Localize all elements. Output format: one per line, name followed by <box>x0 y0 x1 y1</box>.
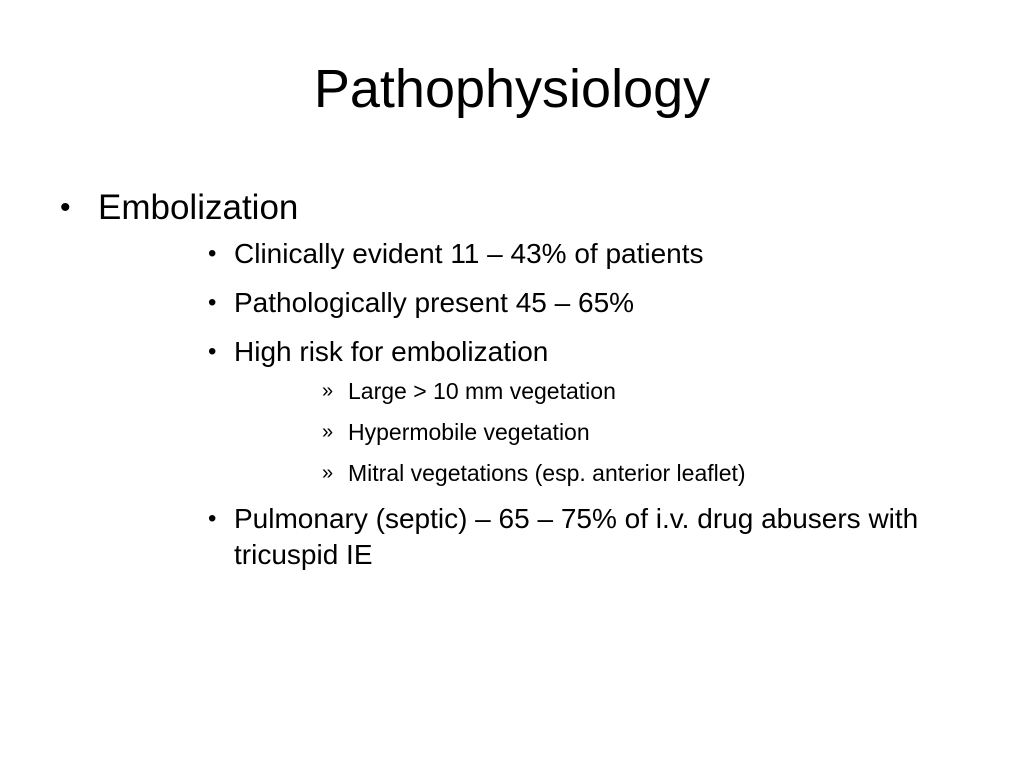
list-item <box>322 417 1002 447</box>
page-title: Pathophysiology <box>313 59 711 119</box>
bullet-list-level-1 <box>52 185 1002 573</box>
list-item-label: Embolization <box>98 188 299 227</box>
list-item <box>206 285 1002 321</box>
bullet-list-level-3 <box>322 376 1002 488</box>
bullet-icon: • <box>208 240 217 267</box>
slide-body <box>52 185 1002 586</box>
list-item-label: Clinically evident 11 – 43% of patients <box>234 238 704 269</box>
bullet-icon: • <box>208 338 217 365</box>
bullet-icon: » <box>322 421 334 443</box>
list-item <box>206 236 1002 272</box>
bullet-icon: » <box>322 462 334 484</box>
bullet-icon: • <box>60 191 71 224</box>
list-item <box>322 376 1002 406</box>
list-item-label: Pathologically present 45 – 65% <box>234 287 635 318</box>
list-item-label: Large > 10 mm vegetation <box>348 378 616 404</box>
bullet-icon: • <box>208 505 217 532</box>
list-item <box>206 501 1002 573</box>
list-item <box>206 334 1002 488</box>
bullet-list-level-2 <box>206 236 1002 573</box>
list-item-label: Mitral vegetations (esp. anterior leaflet) <box>348 460 746 486</box>
list-item-label: Hypermobile vegetation <box>348 419 590 445</box>
bullet-icon: » <box>322 380 334 402</box>
list-item-label: Pulmonary (septic) – 65 – 75% of i.v. drug abusers with tricuspid IE <box>234 503 919 570</box>
list-item-label: High risk for embolization <box>234 336 549 367</box>
list-item <box>322 458 1002 488</box>
list-item <box>52 185 1002 573</box>
bullet-icon: • <box>208 289 217 316</box>
